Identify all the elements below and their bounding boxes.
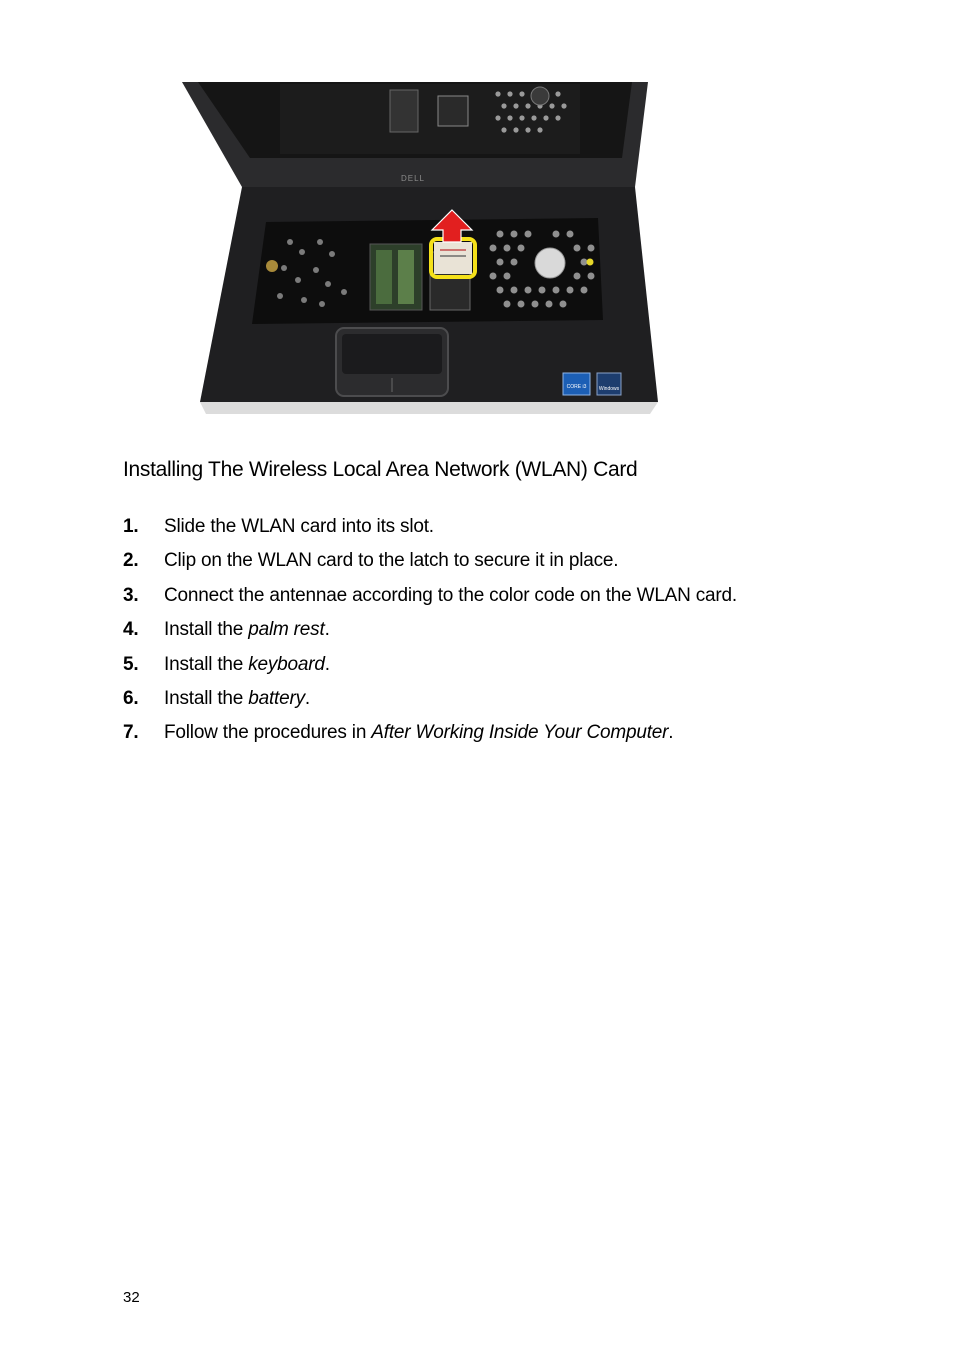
laptop-photo xyxy=(180,82,660,418)
step-text: Clip on the WLAN card to the latch to secure it in place. xyxy=(164,550,619,572)
cross-reference-link[interactable]: battery xyxy=(248,687,305,709)
step-number: 6. xyxy=(123,687,139,709)
intel-badge-text: CORE i3 xyxy=(566,384,587,390)
step-number: 1. xyxy=(123,516,139,537)
laptop-illustration xyxy=(180,82,660,418)
step-item xyxy=(123,546,737,580)
brand-logo: DELL xyxy=(400,174,426,183)
cross-reference-link[interactable]: After Working Inside Your Computer xyxy=(371,722,669,744)
step-number: 4. xyxy=(123,619,139,641)
hdd-label xyxy=(535,248,565,278)
step-item xyxy=(123,650,737,684)
procedure-steps xyxy=(123,512,737,753)
step-item xyxy=(123,684,737,718)
step-text: Install the keyboard. xyxy=(164,653,330,675)
cross-reference-link[interactable]: keyboard xyxy=(248,653,325,675)
step-item xyxy=(123,581,737,615)
step-text: Connect the antennae according to the color code on the WLAN card. xyxy=(164,584,737,606)
step-item xyxy=(123,615,737,649)
base-edge xyxy=(200,402,658,414)
step-number: 3. xyxy=(123,584,139,606)
step-text: Install the palm rest. xyxy=(164,619,330,641)
step-item xyxy=(123,512,737,546)
page-number: 32 xyxy=(123,1289,140,1306)
cross-reference-link[interactable]: palm rest xyxy=(248,619,325,641)
step-text: Slide the WLAN card into its slot. xyxy=(164,516,434,537)
section-heading: Installing The Wireless Local Area Network (WLAN) Card xyxy=(123,458,638,481)
windows-badge-text: Windows xyxy=(598,386,620,392)
step-number: 5. xyxy=(123,653,139,675)
step-number: 2. xyxy=(123,550,139,572)
step-number: 7. xyxy=(123,722,139,744)
step-text: Follow the procedures in After Working Inside Your Computer. xyxy=(164,722,674,744)
step-item xyxy=(123,718,737,752)
wlan-card xyxy=(434,242,472,274)
step-text: Install the battery. xyxy=(164,687,310,709)
